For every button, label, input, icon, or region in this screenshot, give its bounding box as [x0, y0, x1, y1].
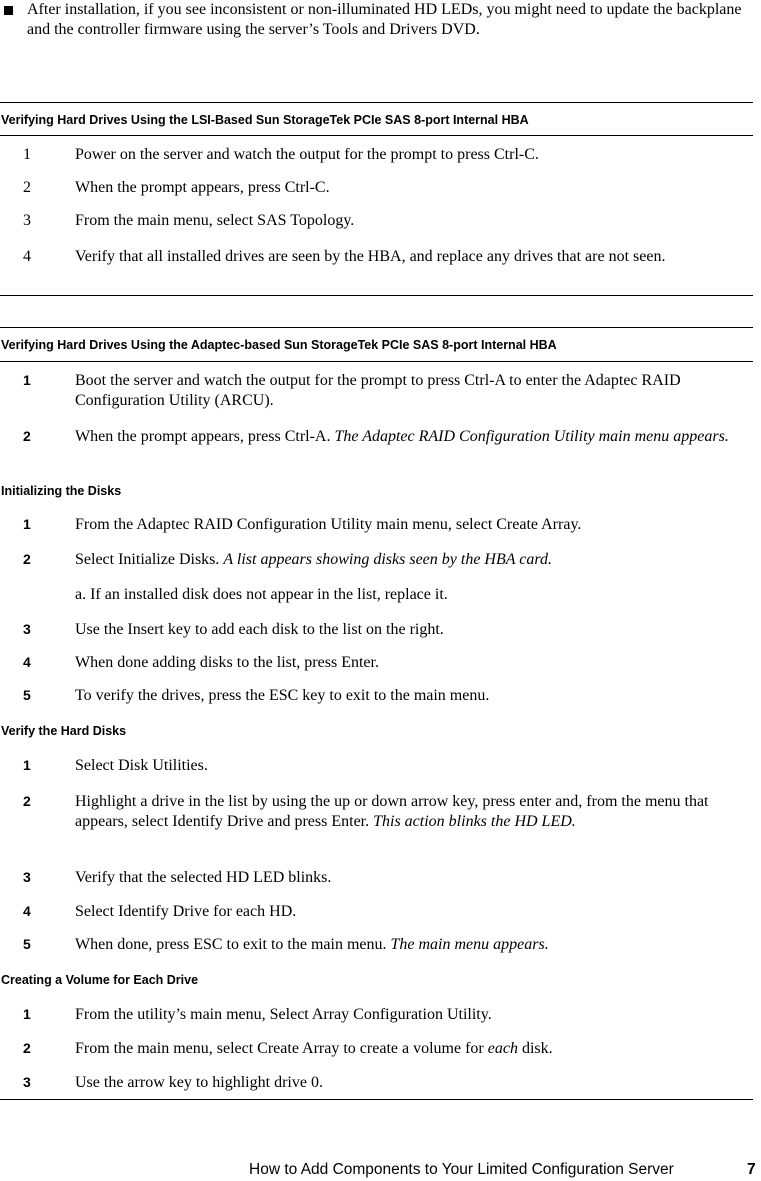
section-rule: [0, 102, 753, 103]
init-step-number: 3: [23, 621, 31, 637]
init-step-text: Select Initialize Disks. A list appears showing disks seen by the HBA card.: [75, 551, 552, 568]
volume-step-text: Use the arrow key to highlight drive 0.: [75, 1074, 323, 1091]
lsi-step-number: 2: [23, 179, 31, 196]
verify-step-number: 2: [23, 793, 31, 809]
init-step-number: 4: [23, 654, 31, 670]
page-number: 7: [747, 1161, 756, 1178]
section-rule: [0, 361, 753, 362]
lsi-step-text: From the main menu, select SAS Topology.: [75, 212, 355, 229]
adaptec-step-number: 1: [23, 372, 31, 388]
lsi-step-number: 3: [23, 212, 31, 229]
lsi-section-heading: Verifying Hard Drives Using the LSI-Based Sun StorageTek PCIe SAS 8-port Internal HBA: [1, 113, 529, 127]
verify-step-number: 5: [23, 936, 31, 952]
lsi-step-number: 1: [23, 146, 31, 163]
lsi-step-text: When the prompt appears, press Ctrl-C.: [75, 179, 330, 196]
init-step-number: 5: [23, 687, 31, 703]
lsi-step-text: Power on the server and watch the output for the prompt to press Ctrl-C.: [75, 146, 539, 163]
init-step-text: When done adding disks to the list, press Enter.: [75, 654, 379, 671]
intro-bullet-text: After installation, if you see inconsistent or non-illuminated HD LEDs, you might need to update the backplane and the controller firmware using the server’s Tools and Drivers DVD.: [27, 1, 742, 38]
adaptec-step-text: When the prompt appears, press Ctrl-A. The Adaptec RAID Configuration Utility main menu appears.: [75, 428, 729, 445]
volume-step-number: 3: [23, 1074, 31, 1090]
square-bullet-icon: [4, 6, 13, 15]
volume-step-text: From the main menu, select Create Array to create a volume for each disk.: [75, 1040, 553, 1057]
init-step-number: 1: [23, 516, 31, 532]
volume-step-text: From the utility’s main menu, Select Array Configuration Utility.: [75, 1006, 492, 1023]
init-step-text: From the Adaptec RAID Configuration Utility main menu, select Create Array.: [75, 516, 582, 533]
init-step-number: 2: [23, 551, 31, 567]
verify-disks-heading: Verify the Hard Disks: [1, 724, 127, 738]
init-step-text: To verify the drives, press the ESC key to exit to the main menu.: [75, 687, 490, 704]
section-rule: [0, 295, 753, 296]
footer-title: How to Add Components to Your Limited Configuration Server: [249, 1161, 674, 1178]
verify-step-number: 3: [23, 869, 31, 885]
init-substep-text: a. If an installed disk does not appear in the list, replace it.: [75, 586, 448, 603]
verify-step-text: Select Identify Drive for each HD.: [75, 903, 297, 920]
adaptec-step-number: 2: [23, 428, 31, 444]
section-rule: [0, 327, 753, 328]
section-rule: [0, 1099, 753, 1100]
lsi-step-number: 4: [23, 248, 31, 265]
section-rule: [0, 135, 753, 136]
volume-step-number: 1: [23, 1006, 31, 1022]
verify-step-text: Verify that the selected HD LED blinks.: [75, 869, 332, 886]
intro-bullet: [0, 0, 761, 70]
create-volume-heading: Creating a Volume for Each Drive: [1, 973, 199, 987]
verify-step-number: 4: [23, 903, 31, 919]
verify-step-number: 1: [23, 757, 31, 773]
init-step-text: Use the Insert key to add each disk to the list on the right.: [75, 621, 444, 638]
adaptec-section-heading: Verifying Hard Drives Using the Adaptec-based Sun StorageTek PCIe SAS 8-port Internal HBA: [1, 338, 557, 352]
init-disks-heading: Initializing the Disks: [1, 484, 122, 498]
volume-step-number: 2: [23, 1040, 31, 1056]
verify-step-text: When done, press ESC to exit to the main menu. The main menu appears.: [75, 936, 549, 953]
verify-step-text: Select Disk Utilities.: [75, 757, 208, 774]
verify-step-text: Highlight a drive in the list by using the up or down arrow key, press enter and, from the menu that appears, select Identify Drive and press Enter. This action blinks the HD LED.: [75, 793, 709, 830]
adaptec-step-text: Boot the server and watch the output for the prompt to press Ctrl-A to enter the Adaptec RAID Configuration Utility (ARCU).: [75, 372, 681, 409]
lsi-step-text: Verify that all installed drives are seen by the HBA, and replace any drives that are not seen.: [75, 248, 666, 265]
